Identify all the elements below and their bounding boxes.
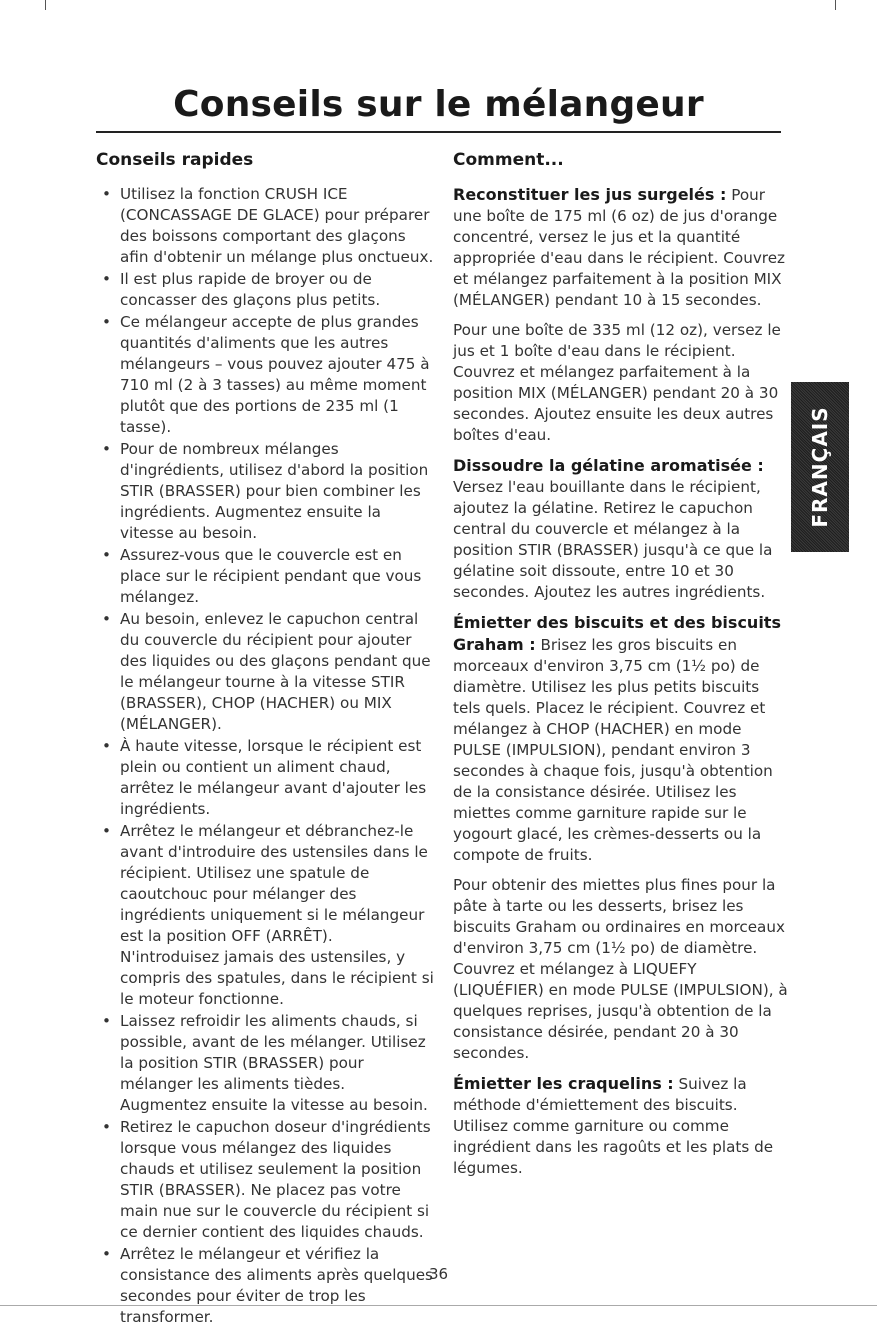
language-tab-label: FRANÇAIS [808, 406, 832, 528]
how-to-paragraph [453, 875, 788, 1064]
tip-item: • Arrêtez le mélangeur et débranchez-le avant d'introduire des ustensiles dans le récipient. Utilisez une spatule de caoutchouc pour mélanger des ingrédients uniquement si le mélangeur est la position OFF (ARRÊT). N'introduisez jamais des ustensiles, y compris des spatules, dans le récipient si le moteur fonctionne. [96, 821, 436, 1010]
tip-item: • Au besoin, enlevez le capuchon central du couvercle du récipient pour ajouter des liquides ou des glaçons pendant que le mélangeur tourne à la vitesse STIR (BRASSER), CHOP (HACHER) ou MIX (MÉLANGER). [96, 609, 436, 735]
tip-item: • Retirez le capuchon doseur d'ingrédients lorsque vous mélangez des liquides chauds et utilisez seulement la position STIR (BRASSER). Ne placez pas votre main nue sur le couvercle du récipient si ce dernier contient des liquides chauds. [96, 1117, 436, 1243]
quick-tips-column [96, 150, 436, 1329]
crop-mark-left [45, 0, 46, 10]
page-title: Conseils sur le mélangeur [173, 84, 704, 125]
quick-tips-list [96, 184, 436, 1328]
paragraph-text: Suivez la méthode d'émiettement des biscuits. Utilisez comme garniture ou comme ingrédient dans les ragoûts et les plats de légumes. [453, 1075, 774, 1177]
paragraph-text: Brisez les gros biscuits en morceaux d'environ 3,75 cm (1½ po) de diamètre. Utilisez les plus petits biscuits tels quels. Placez le récipient. Couvrez et mélangez à CHOP (HACHER) en mode PULSE (IMPULSION), pendant environ 3 secondes à chaque fois, jusqu'à obtention de la consistance désirée. Utilisez les miettes comme garniture rapide sur le yogourt glacé, les crèmes-desserts ou la compote de fruits. [453, 636, 773, 864]
paragraph-text: Pour obtenir des miettes plus fines pour la pâte à tarte ou les desserts, brisez les biscuits Graham ou ordinaires en morceaux d'environ 3,75 cm (1½ po) de diamètre. Couvrez et mélangez à LIQUEFY (LIQUÉFIER) en mode PULSE (IMPULSION), à quelques reprises, jusqu'à obtention de la consistance désirée, pendant 20 à 30 secondes. [453, 876, 788, 1062]
how-to-paragraph [453, 612, 788, 866]
tip-item: • Pour de nombreux mélanges d'ingrédients, utilisez d'abord la position STIR (BRASSER) pour bien combiner les ingrédients. Augmentez ensuite la vitesse au besoin. [96, 439, 436, 544]
how-to-column [453, 150, 788, 1188]
tip-item: • Arrêtez le mélangeur et vérifiez la consistance des aliments après quelques secondes pour éviter de trop les transformer. [96, 1244, 436, 1328]
tip-item: • Laissez refroidir les aliments chauds, si possible, avant de les mélanger. Utilisez la position STIR (BRASSER) pour mélanger les aliments tièdes. Augmentez ensuite la vitesse au besoin. [96, 1011, 436, 1116]
paragraph-lead: Dissoudre la gélatine aromatisée : [453, 456, 764, 475]
tip-item: • Utilisez la fonction CRUSH ICE (CONCASSAGE DE GLACE) pour préparer des boissons comportant des glaçons afin d'obtenir un mélange plus onctueux. [96, 184, 436, 268]
language-tab [791, 382, 849, 552]
how-to-paragraph [453, 455, 788, 603]
crop-mark-right [835, 0, 836, 10]
title-rule [96, 131, 781, 133]
quick-tips-heading: Conseils rapides [96, 150, 254, 170]
tip-item: • Il est plus rapide de broyer ou de concasser des glaçons plus petits. [96, 269, 436, 311]
paragraph-text: Versez l'eau bouillante dans le récipient, ajoutez la gélatine. Retirez le capuchon central du couvercle et mélangez à la position STIR (BRASSER) jusqu'à ce que la gélatine soit dissoute, entre 10 et 30 secondes. Ajoutez les autres ingrédients. [453, 478, 773, 601]
how-to-paragraph [453, 1073, 788, 1179]
paragraph-lead: Reconstituer les jus surgelés : [453, 185, 727, 204]
tip-item: • Assurez-vous que le couvercle est en place sur le récipient pendant que vous mélangez. [96, 545, 436, 608]
how-to-heading: Comment... [453, 150, 564, 170]
how-to-paragraph [453, 320, 788, 446]
bottom-rule [0, 1305, 877, 1306]
paragraph-text: Pour une boîte de 175 ml (6 oz) de jus d'orange concentré, versez le jus et la quantité appropriée d'eau dans le récipient. Couvrez et mélangez parfaitement à la position MIX (MÉLANGER) pendant 10 à 15 secondes. [453, 186, 786, 309]
tip-item: • À haute vitesse, lorsque le récipient est plein ou contient un aliment chaud, arrêtez le mélangeur avant d'ajouter les ingrédients. [96, 736, 436, 820]
tip-item: • Ce mélangeur accepte de plus grandes quantités d'aliments que les autres mélangeurs – vous pouvez ajouter 475 à 710 ml (2 à 3 tasses) au même moment plutôt que des portions de 235 ml (1 tasse). [96, 312, 436, 438]
page-number: 36 [428, 1265, 449, 1283]
paragraph-lead: Émietter les craquelins : [453, 1074, 674, 1093]
how-to-paragraph [453, 184, 788, 311]
paragraph-lead: Émietter des biscuits et des biscuits Graham : [453, 613, 781, 654]
paragraph-text: Pour une boîte de 335 ml (12 oz), versez le jus et 1 boîte d'eau dans le récipient. Couvrez et mélangez parfaitement à la position MIX (MÉLANGER) pendant 20 à 30 secondes. Ajoutez ensuite les deux autres boîtes d'eau. [453, 321, 781, 444]
